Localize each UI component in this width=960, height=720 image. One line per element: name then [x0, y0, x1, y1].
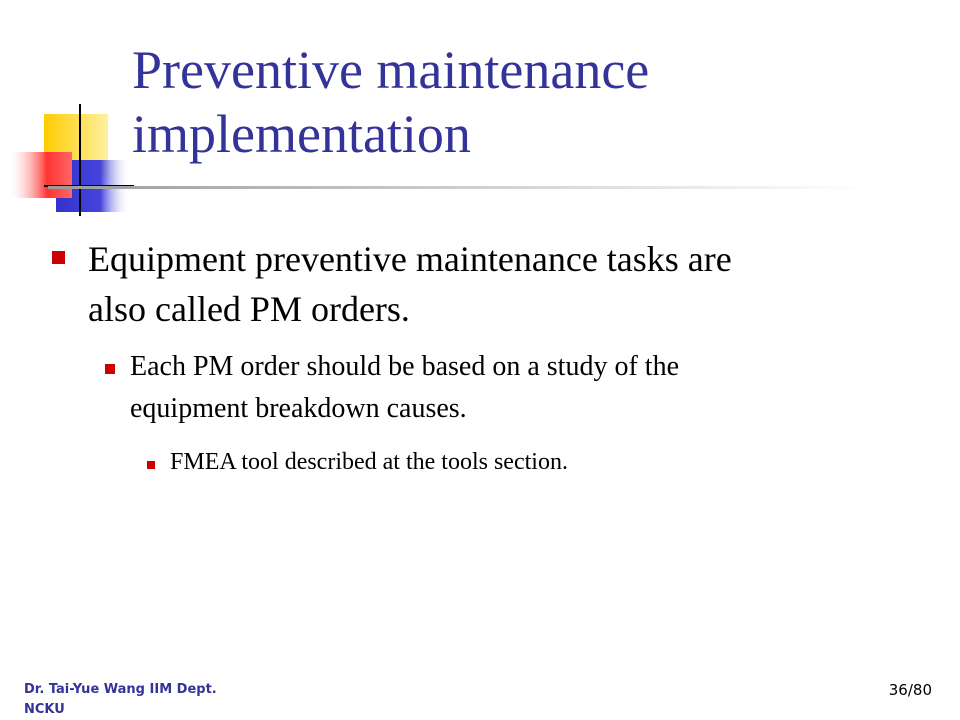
- slide-title-line-1: Preventive maintenance: [132, 40, 650, 100]
- footer-author-line-2: NCKU: [24, 702, 65, 717]
- bullet-level-1: [88, 234, 878, 334]
- bullet-level-2-line-2: equipment breakdown causes.: [130, 393, 467, 424]
- red-square-shape: [10, 152, 72, 198]
- title-underline: [48, 186, 868, 189]
- page-number: 36/80: [888, 681, 932, 699]
- square-bullet-icon: [52, 251, 65, 264]
- bullet-level-1-line-1: Equipment preventive maintenance tasks are: [88, 239, 732, 279]
- bullet-level-2: [130, 346, 890, 430]
- bullet-level-3-line-1: FMEA tool described at the tools section.: [170, 449, 568, 475]
- slide-title-line-2: implementation: [132, 104, 471, 164]
- footer-author-line-1: Dr. Tai-Yue Wang IIM Dept.: [24, 682, 217, 697]
- bullet-level-2-line-1: Each PM order should be based on a study of the: [130, 351, 679, 382]
- square-bullet-icon: [147, 461, 155, 469]
- slide-title: [132, 38, 912, 166]
- footer-author: [24, 680, 324, 720]
- bullet-level-1-line-2: also called PM orders.: [88, 289, 410, 329]
- corner-decoration-graphic: [0, 90, 140, 220]
- bullet-level-3: [170, 444, 870, 480]
- square-bullet-icon: [105, 364, 115, 374]
